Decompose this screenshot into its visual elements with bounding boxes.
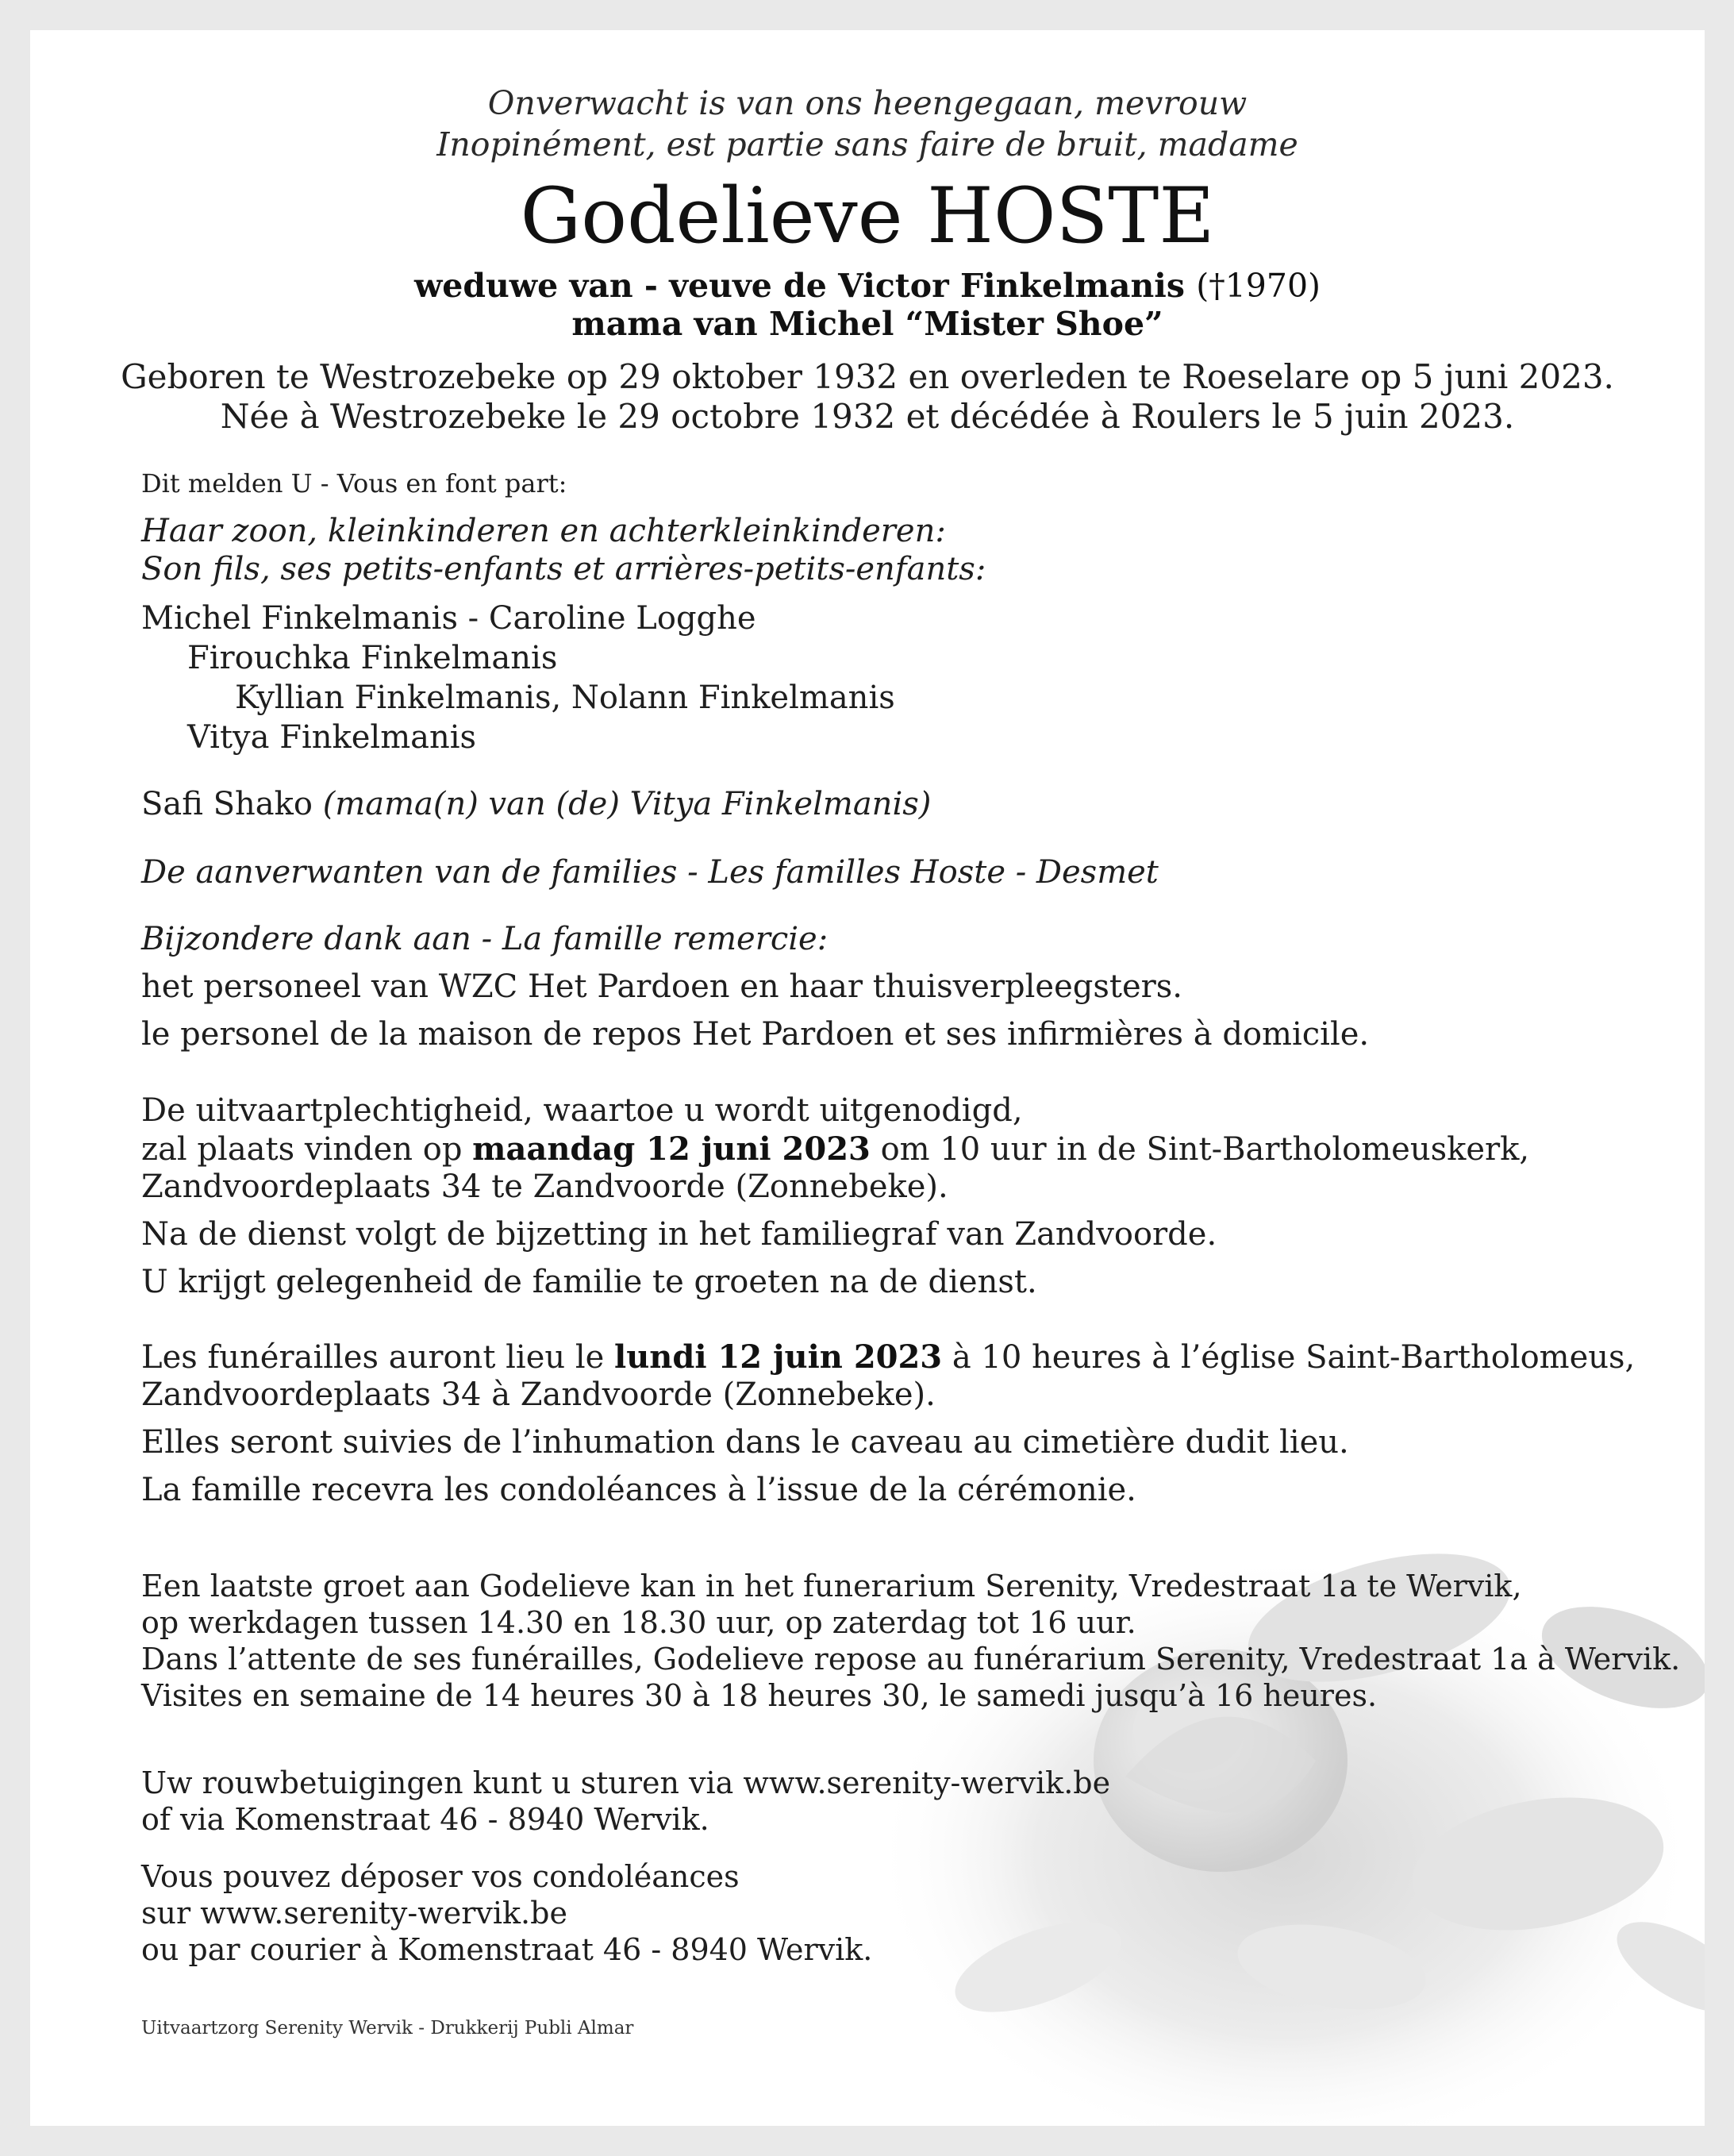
condolences-nl-line: Uw rouwbetuigingen kunt u sturen via www.serenity-wervik.be [141, 1765, 1111, 1800]
funeral-fr-line: Zandvoordeplaats 34 à Zandvoorde (Zonnebeke). [141, 1376, 936, 1413]
born-line-fr: Née à Westrozebeke le 29 octobre 1932 et décédée à Roulers le 5 juin 2023. [220, 397, 1515, 436]
footer-credit: Uitvaartzorg Serenity Wervik - Drukkerij Publi Almar [141, 2018, 634, 2039]
funeral-fr-date-line [141, 1338, 1635, 1376]
funeral-nl-date-line [141, 1130, 1529, 1168]
family-member: Vitya Finkelmanis [187, 719, 477, 756]
announcement-intro: Dit melden U - Vous en font part: [141, 468, 567, 499]
safi-name: Safi Shako [141, 786, 313, 822]
widow-line [30, 267, 1705, 305]
funeral-nl-post: om 10 uur in de Sint-Bartholomeuskerk, [870, 1131, 1530, 1168]
relatives-line: De aanverwanten van de families - Les familles Hoste - Desmet [141, 854, 1159, 891]
condolences-fr-line: sur www.serenity-wervik.be [141, 1896, 567, 1931]
funeral-nl-line: U krijgt gelegenheid de familie te groeten na de dienst. [141, 1264, 1037, 1300]
widow-year: (†1970) [1196, 267, 1321, 305]
funeral-nl-line: De uitvaartplechtigheid, waartoe u wordt uitgenodigd, [141, 1092, 1023, 1129]
funeral-fr-line: Elles seront suivies de l’inhumation dans le caveau au cimetière dudit lieu. [141, 1424, 1349, 1461]
condolences-fr-line: ou par courier à Komenstraat 46 - 8940 Wervik. [141, 1932, 873, 1967]
mother-line: mama van Michel “Mister Shoe” [571, 305, 1163, 343]
family-group-nl: Haar zoon, kleinkinderen en achterkleinkinderen: [141, 513, 946, 549]
born-line-nl: Geboren te Westrozebeke op 29 oktober 1932 en overleden te Roeselare op 5 juni 2023. [121, 357, 1614, 396]
funeral-nl-date: maandag 12 juni 2023 [472, 1130, 871, 1168]
visit-line: op werkdagen tussen 14.30 en 18.30 uur, op zaterdag tot 16 uur. [141, 1605, 1136, 1640]
funeral-fr-line: La famille recevra les condoléances à l’issue de la cérémonie. [141, 1472, 1136, 1508]
safi-note: (mama(n) van (de) Vitya Finkelmanis) [322, 786, 932, 822]
family-member: Kyllian Finkelmanis, Nolann Finkelmanis [235, 680, 895, 716]
visit-line: Visites en semaine de 14 heures 30 à 18 heures 30, le samedi jusqu’à 16 heures. [141, 1678, 1378, 1713]
funeral-fr-date: lundi 12 juin 2023 [614, 1338, 943, 1376]
funeral-nl-pre: zal plaats vinden op [141, 1131, 473, 1168]
obituary-card [30, 30, 1705, 2126]
funeral-fr-pre: Les funérailles auront lieu le [141, 1339, 615, 1376]
condolences-nl-line: of via Komenstraat 46 - 8940 Wervik. [141, 1802, 709, 1837]
thanks-fr: le personel de la maison de repos Het Pardoen et ses infirmières à domicile. [141, 1016, 1370, 1053]
visit-line: Een laatste groet aan Godelieve kan in het funerarium Serenity, Vredestraat 1a te Wervik, [141, 1569, 1522, 1604]
family-group-fr: Son fils, ses petits-enfants et arrières-petits-enfants: [141, 551, 986, 587]
funeral-nl-line: Zandvoordeplaats 34 te Zandvoorde (Zonnebeke). [141, 1168, 948, 1205]
family-member: Michel Finkelmanis - Caroline Logghe [141, 600, 756, 637]
intro-line-fr: Inopinément, est partie sans faire de bruit, madame [436, 125, 1298, 164]
intro-line-nl: Onverwacht is van ons heengegaan, mevrouw [487, 84, 1248, 122]
safi-line [141, 786, 931, 822]
widow-text: weduwe van - veuve de Victor Finkelmanis [413, 267, 1185, 305]
deceased-name: Godelieve HOSTE [520, 171, 1215, 260]
funeral-nl-line: Na de dienst volgt de bijzetting in het familiegraf van Zandvoorde. [141, 1216, 1217, 1253]
thanks-nl: het personeel van WZC Het Pardoen en haar thuisverpleegsters. [141, 968, 1182, 1005]
family-member: Firouchka Finkelmanis [187, 640, 558, 676]
thanks-heading: Bijzondere dank aan - La famille remercie: [141, 921, 829, 957]
funeral-fr-post: à 10 heures à l’église Saint-Bartholomeus, [942, 1339, 1636, 1376]
condolences-fr-line: Vous pouvez déposer vos condoléances [141, 1859, 740, 1894]
visit-line: Dans l’attente de ses funérailles, Godelieve repose au funérarium Serenity, Vredestraat 1a à Wervik. [141, 1642, 1681, 1677]
